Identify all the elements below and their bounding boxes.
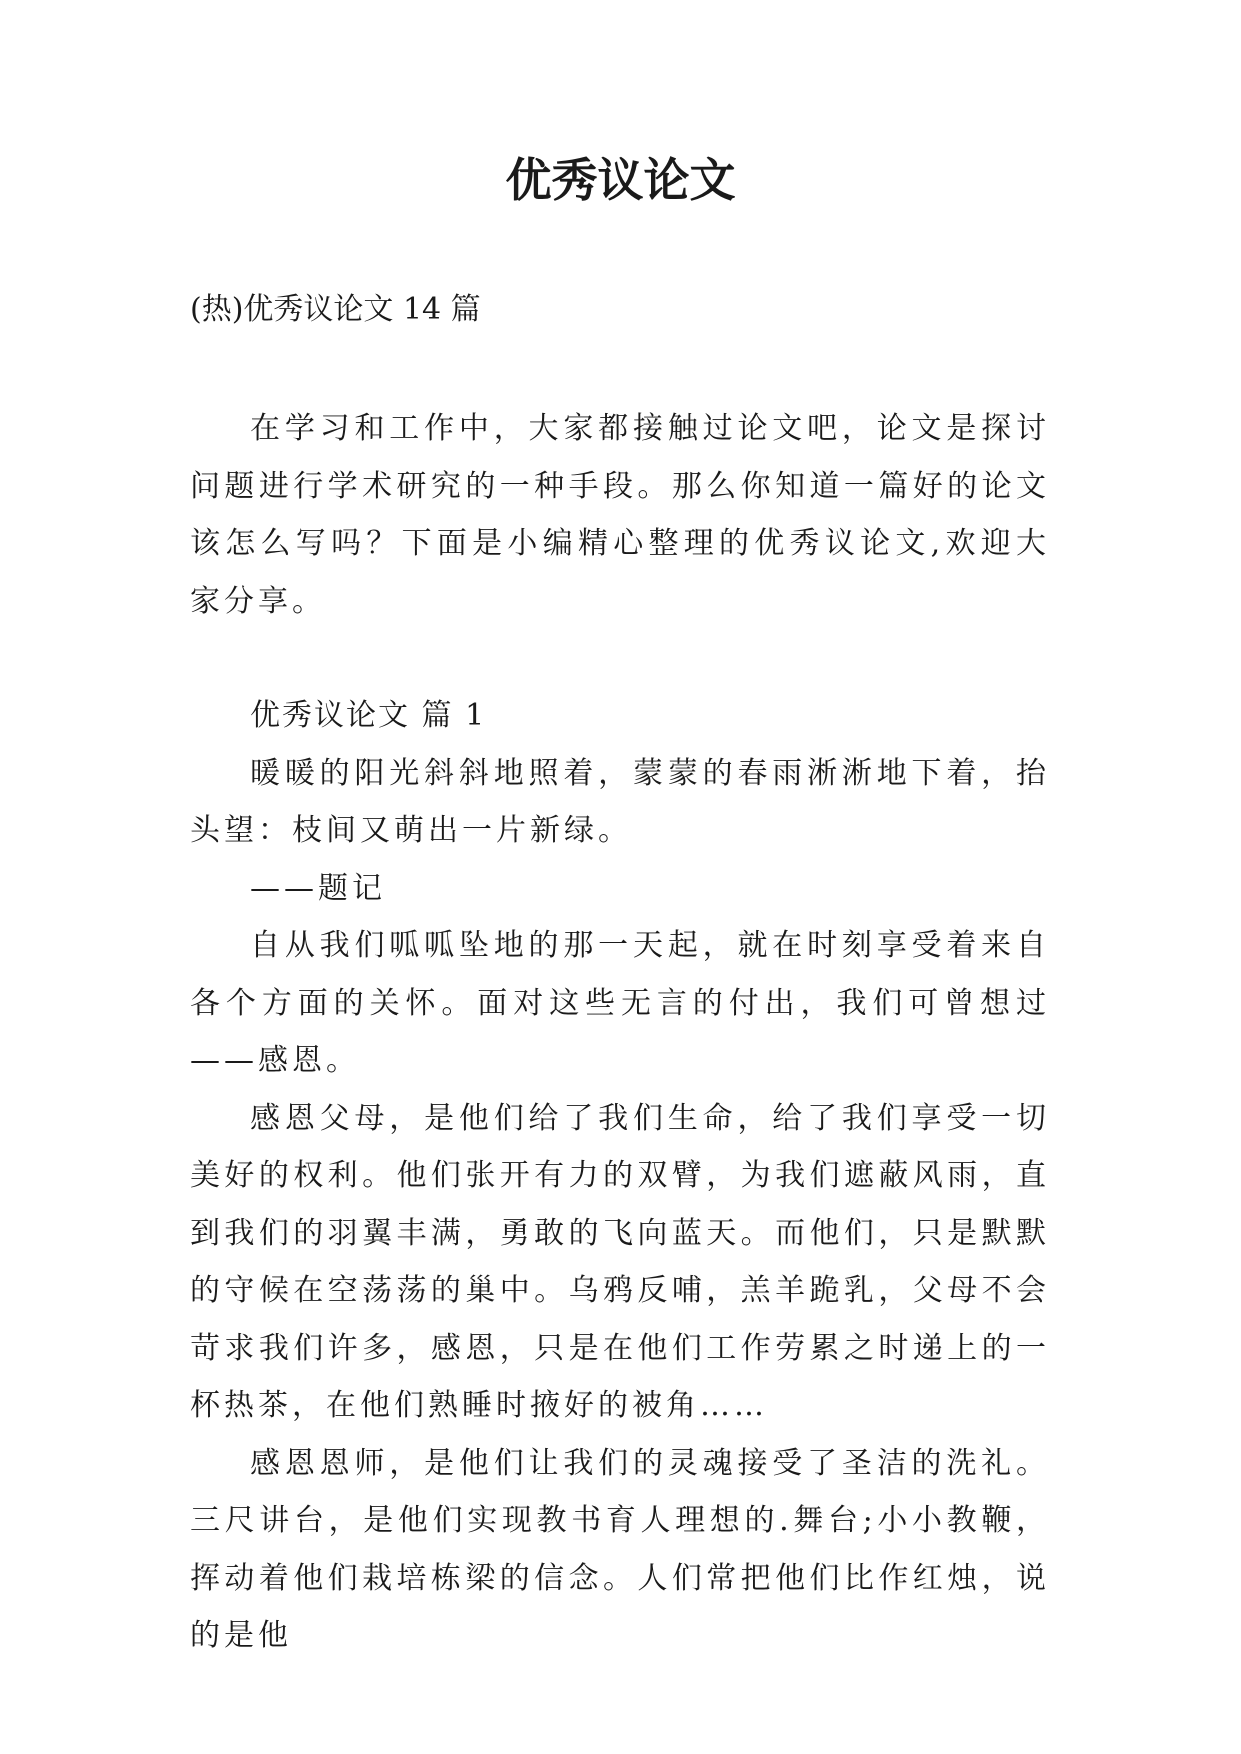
intro-paragraph: 在学习和工作中，大家都接触过论文吧，论文是探讨问题进行学术研究的一种手段。那么你知道一篇好的论文该怎么写吗？下面是小编精心整理的优秀议论文,欢迎大家分享。	[190, 411, 1050, 619]
document-subtitle: (热)优秀议论文 14 篇	[190, 292, 481, 327]
document-body	[190, 400, 1050, 1665]
body-paragraph: 感恩恩师，是他们让我们的灵魂接受了圣洁的洗礼。三尺讲台，是他们实现教书育人理想的.舞台;小小教鞭，挥动着他们栽培栋梁的信念。人们常把他们比作红烛，说的是他	[190, 1445, 1050, 1653]
document-title: 优秀议论文	[505, 153, 736, 207]
epigraph-attribution: ——题记	[250, 870, 386, 906]
body-paragraph: 自从我们呱呱坠地的那一天起，就在时刻享受着来自各个方面的关怀。面对这些无言的付出，我们可曾想过——感恩。	[190, 928, 1050, 1078]
body-paragraph: 暖暖的阳光斜斜地照着，蒙蒙的春雨淅淅地下着，抬头望：枝间又萌出一片新绿。	[190, 755, 1050, 848]
section-heading: 优秀议论文 篇 1	[250, 698, 487, 733]
body-paragraph: 感恩父母，是他们给了我们生命，给了我们享受一切美好的权利。他们张开有力的双臂，为我们遮蔽风雨，直到我们的羽翼丰满，勇敢的飞向蓝天。而他们，只是默默的守候在空荡荡的巢中。乌鸦反哺，羔羊跪乳，父母不会苛求我们许多，感恩，只是在他们工作劳累之时递上的一杯热茶，在他们熟睡时掖好的被角……	[190, 1100, 1050, 1423]
